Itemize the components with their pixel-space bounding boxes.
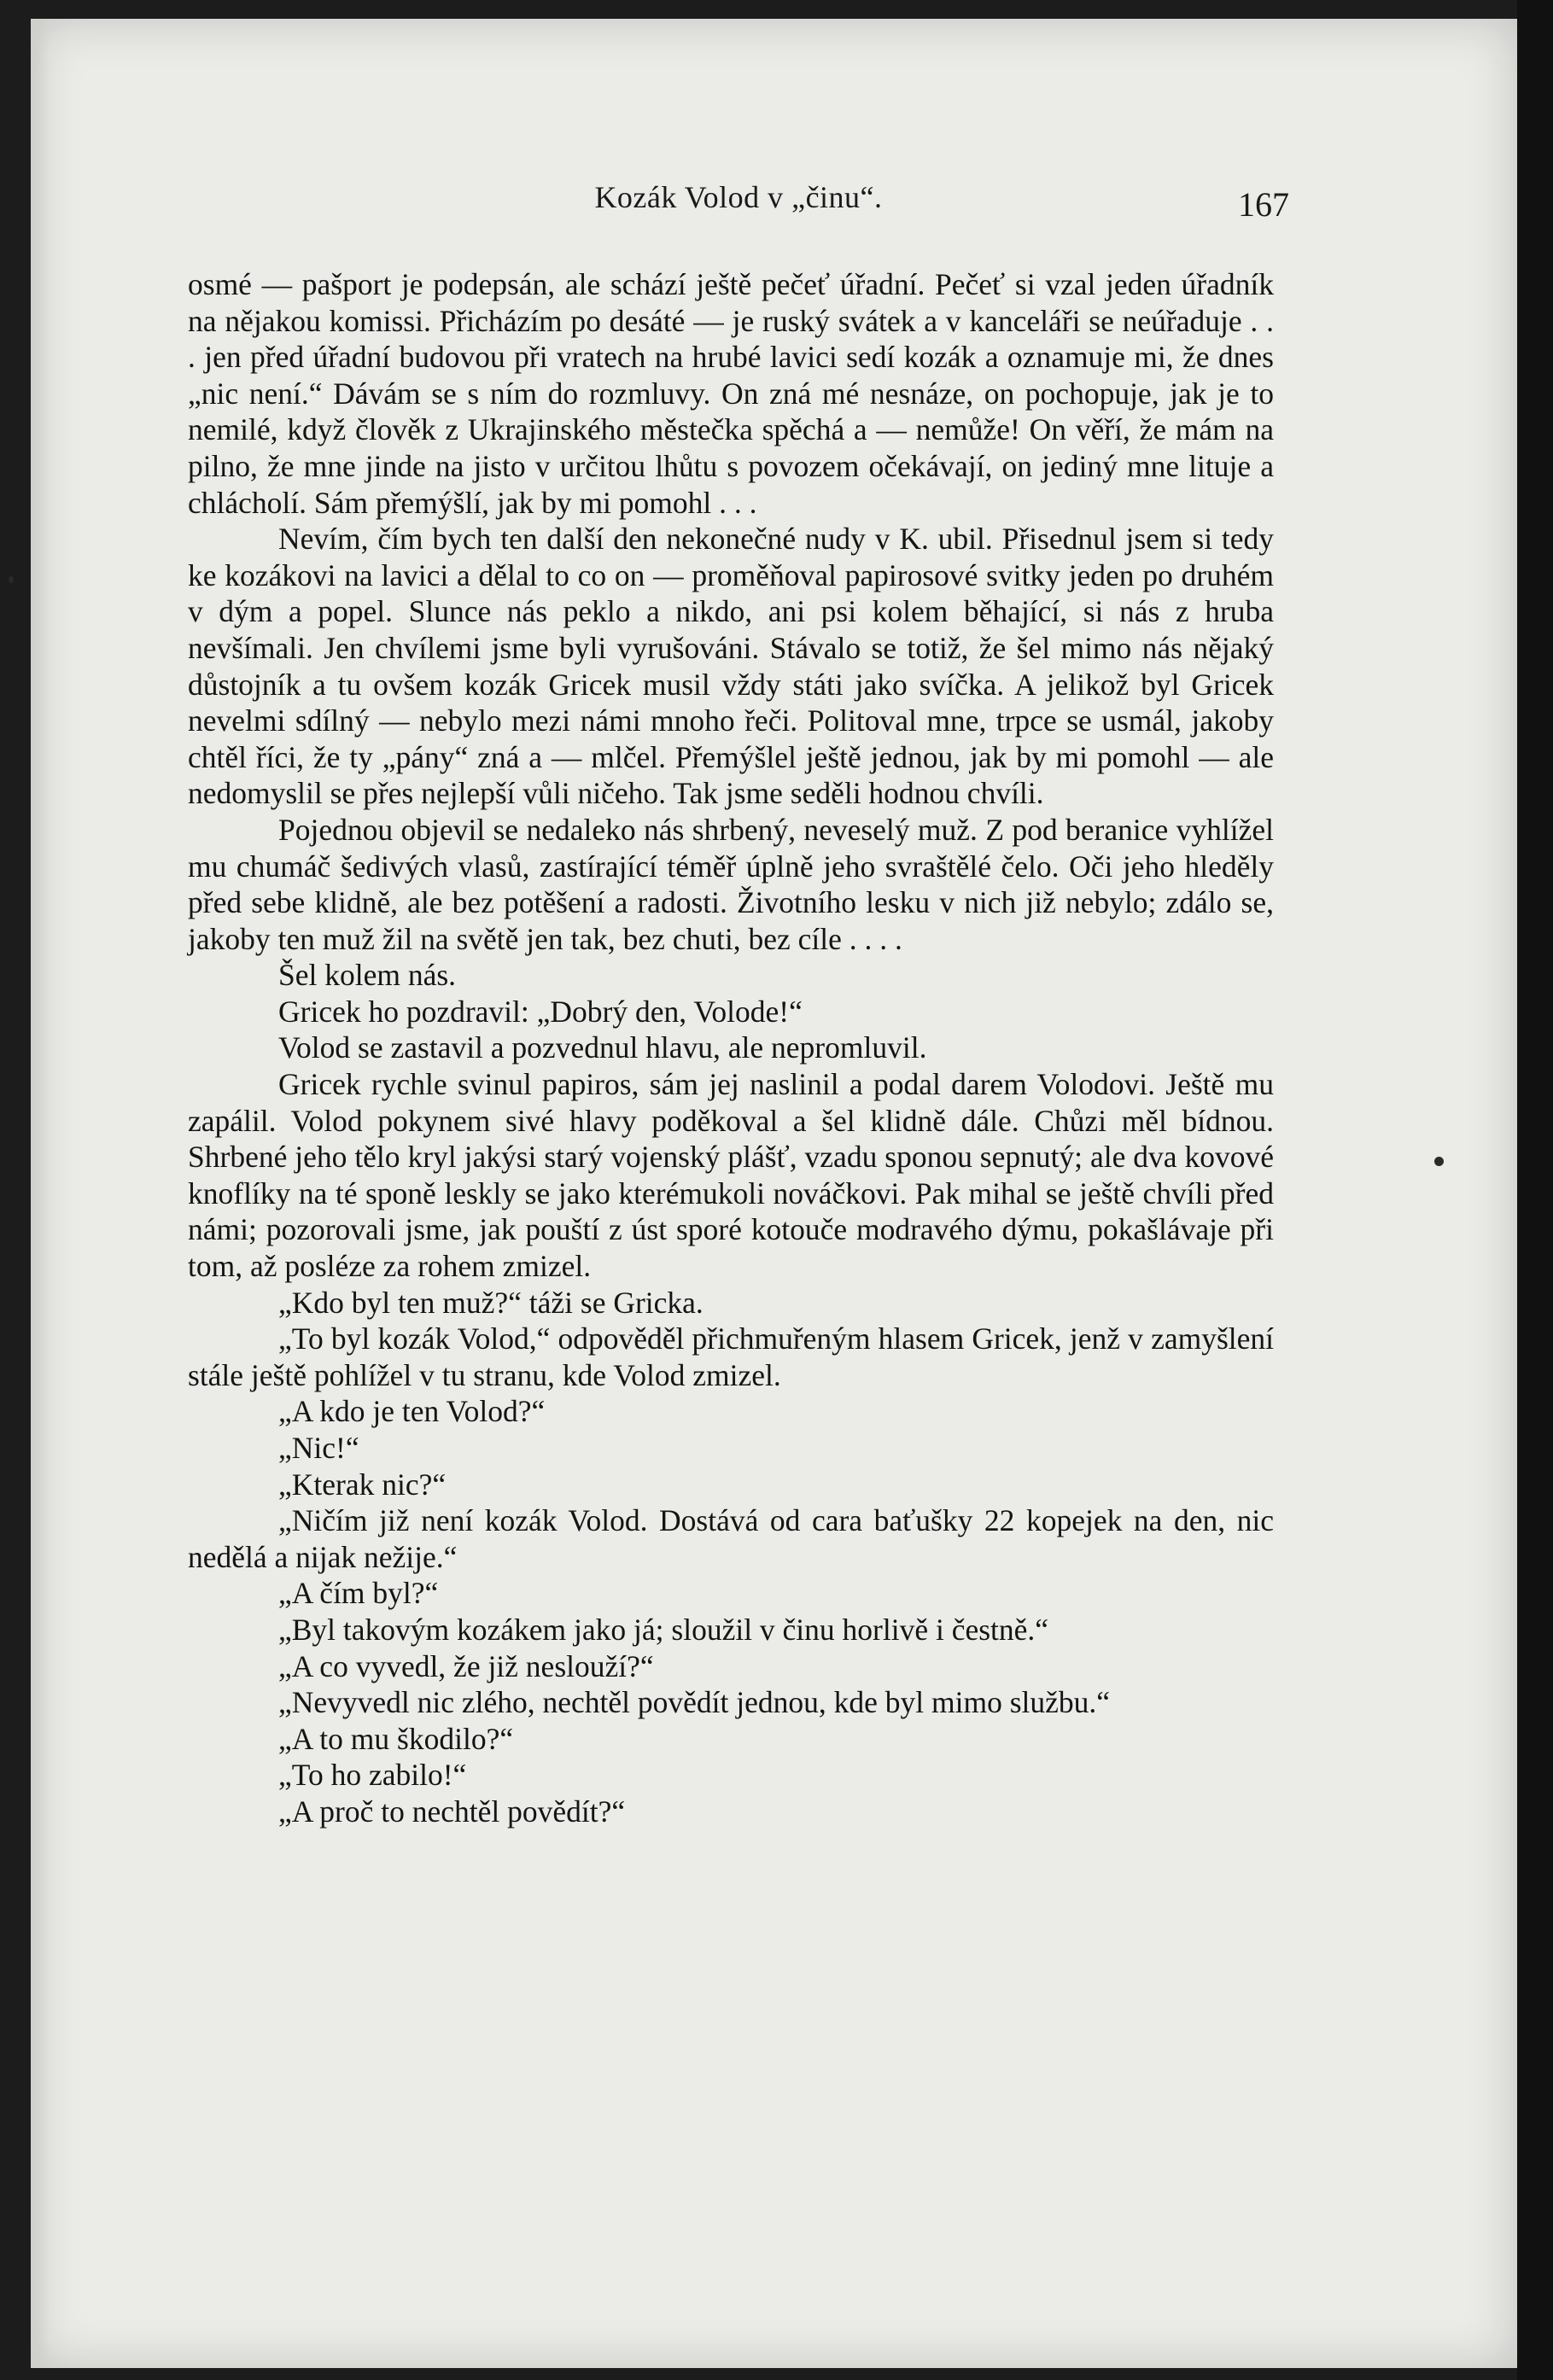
page-gutter-shadow <box>31 19 50 2368</box>
paragraph: „A to mu škodilo?“ <box>278 1721 514 1756</box>
page-edge <box>1517 0 1553 2380</box>
page-header <box>188 179 1289 230</box>
paragraph: „A kdo je ten Volod?“ <box>278 1394 546 1429</box>
page-number: 167 <box>1238 185 1289 224</box>
paragraph: Šel kolem nás. <box>278 958 457 993</box>
paragraph: „Kdo byl ten muž?“ táži se Gricka. <box>278 1285 704 1320</box>
paragraph: „A co vyvedl, že již neslouží?“ <box>278 1648 654 1683</box>
paragraph: osmé — pašport je podepsán, ale schází ještě pečeť úřadní. Pečeť si vzal jeden úřadník na nějakou komissi. Přicházím po desáté — je ruský svátek a v kanceláři se neúřaduje . . . jen před úřadní budovou při vratech na hrubé lavici sedí kozák a oznamuje mi, že dnes „nic není.“ Dávám se s ním do rozmluvy. On zná mé nesnáze, on pochopuje, jak je to nemilé, když člověk z Ukrajinského městečka spěchá a — nemůže! On věří, že mám na pilno, že mne jinde na jisto v určitou lhůtu s povozem očekávají, on jediný mne lituje a chlácholí. Sám přemýšlí, jak by mi pomohl . . . <box>188 267 1274 520</box>
body-text <box>188 266 1274 1830</box>
ink-speck <box>1434 1157 1444 1166</box>
paragraph: „To ho zabilo!“ <box>278 1758 467 1793</box>
paragraph: „A čím byl?“ <box>278 1576 439 1611</box>
running-title: Kozák Volod v „činu“. <box>594 180 883 214</box>
paragraph: „Ničím již není kozák Volod. Dostává od cara baťušky 22 kopejek na den, nic nedělá a nijak nežije.“ <box>188 1503 1274 1574</box>
paragraph: „Byl takovým kozákem jako já; sloužil v činu horlivě i čestně.“ <box>278 1612 1049 1647</box>
ink-speck <box>9 576 14 583</box>
paragraph: „Kterak nic?“ <box>278 1467 447 1502</box>
paragraph: Pojednou objevil se nedaleko nás shrbený, neveselý muž. Z pod beranice vyhlížel mu chumáč šedivých vlasů, zastírající téměř úplně jeho svraštělé čelo. Oči jeho hleděly před sebe klidně, ale bez potěšení a radosti. Životního lesku v nich již nebylo; zdálo se, jakoby ten muž žil na světě jen tak, bez chuti, bez cíle . . . . <box>188 812 1274 956</box>
paragraph: Volod se zastavil a pozvednul hlavu, ale nepromluvil. <box>278 1030 927 1065</box>
paragraph: Gricek ho pozdravil: „Dobrý den, Volode!“ <box>278 994 803 1029</box>
paragraph: „To byl kozák Volod,“ odpověděl přichmuřeným hlasem Gricek, jenž v zamyšlení stále ještě pohlížel v tu stranu, kde Volod zmizel. <box>188 1321 1274 1392</box>
paragraph: Nevím, čím bych ten další den nekonečné nudy v K. ubil. Přisednul jsem si tedy ke kozákovi na lavici a dělal to co on — proměňoval papirosové svitky jeden po druhém v dým a popel. Slunce nás peklo a nikdo, ani psi kolem běhající, si nás z hruba nevšímali. Jen chvílemi jsme byli vyrušováni. Stávalo se totiž, že šel mimo nás nějaký důstojník a tu ovšem kozák Gricek musil vždy státi jako svíčka. A jelikož byl Gricek nevelmi sdílný — nebylo mezi námi mnoho řeči. Politoval mne, trpce se usmál, jakoby chtěl říci, že ty „pány“ zná a — mlčel. Přemýšlel ještě jednou, jak by mi pomohl — ale nedomyslil se přes nejlepší vůli ničeho. Tak jsme seděli hodnou chvíli. <box>188 522 1274 811</box>
paragraph: „Nic!“ <box>278 1431 359 1465</box>
paragraph: „Nevyvedl nic zlého, nechtěl povědít jednou, kde byl mimo službu.“ <box>278 1685 1111 1720</box>
paragraph: Gricek rychle svinul papiros, sám jej naslinil a podal darem Volodovi. Ještě mu zapálil. Volod pokynem sivé hlavy poděkoval a šel klidně dále. Chůzi měl bídnou. Shrbené jeho tělo kryl jakýsi starý vojenský plášť, vzadu sponou sepnutý; ale dva kovové knoflíky na té sponě leskly se jako kterémukoli nováčkovi. Pak mihal se ještě chvíli před námi; pozorovali jsme, jak pouští z úst sporé kotouče modravého dýmu, pokašlávaje při tom, až posléze za rohem zmizel. <box>188 1067 1274 1284</box>
paragraph: „A proč to nechtěl povědít?“ <box>278 1794 626 1829</box>
